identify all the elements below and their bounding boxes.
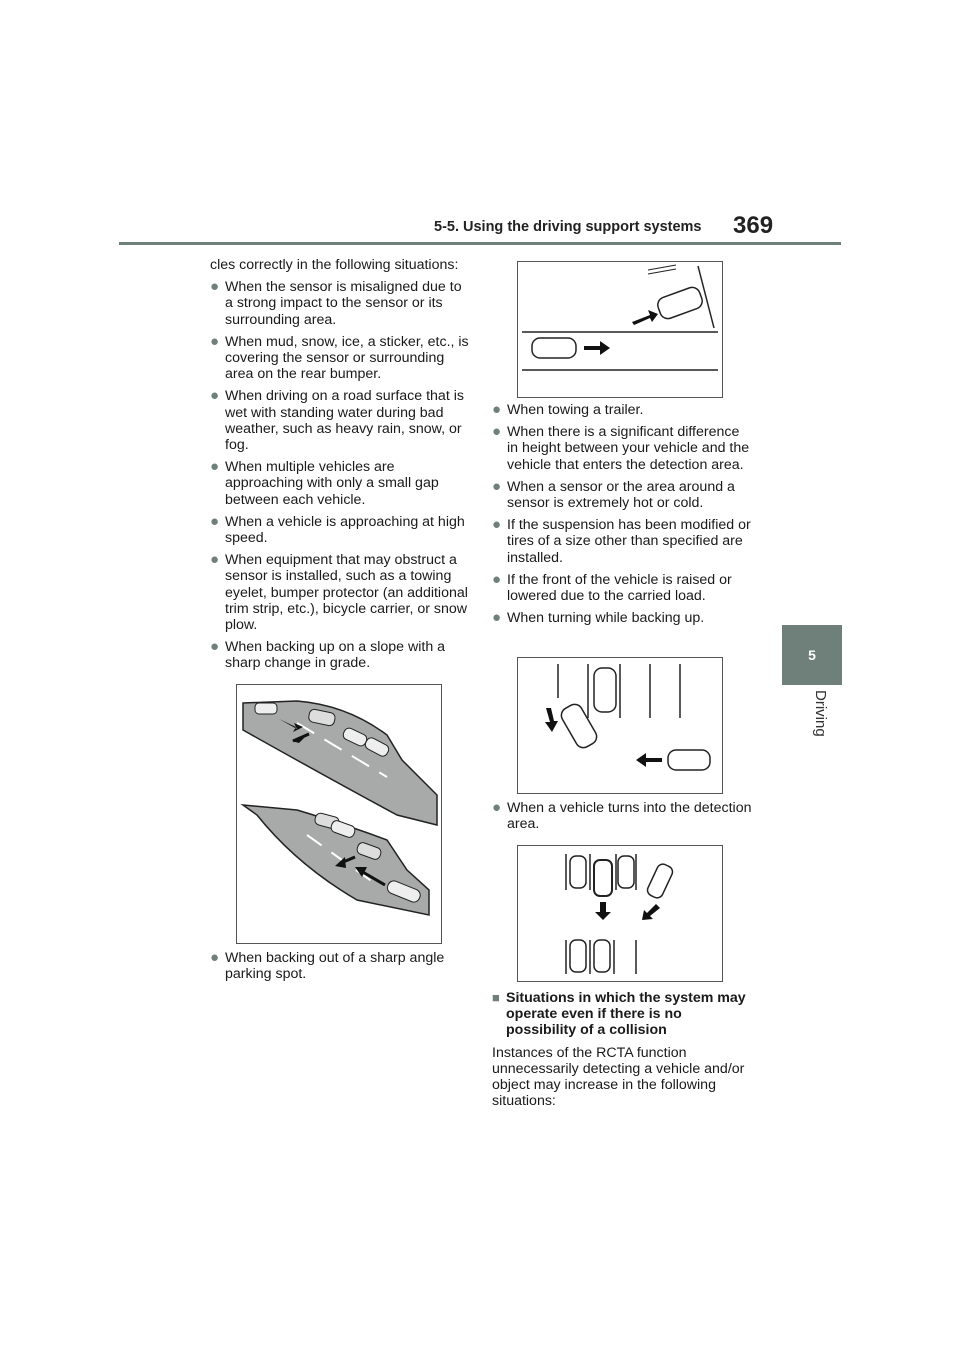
left-column [210, 257, 472, 678]
list-item: ● When turning while backing up. [492, 609, 705, 627]
angle-parking-illustration [517, 261, 723, 398]
detection-area-illustration [517, 845, 723, 982]
left-column-after-figure [210, 950, 472, 988]
angle-parking-diagram [518, 262, 722, 397]
car-icon [668, 750, 710, 770]
chapter-tab[interactable]: 5 [782, 625, 842, 685]
right-column-after-figure2 [492, 800, 754, 838]
bullet-icon: ● [210, 278, 220, 296]
car-icon [558, 701, 599, 750]
right-column-closing [492, 990, 754, 1115]
bullet-icon: ● [210, 332, 220, 350]
list-item: ● When a sensor or the area around a sensor is extremely hot or cold. [492, 477, 735, 512]
car-icon [570, 856, 586, 888]
arrow-icon [584, 341, 610, 355]
subsection-heading: ■ Situations in which the system may operate even if there is no possibility of a collision [492, 990, 746, 1039]
list-item: ● When multiple vehicles are approaching with only a small gap between each vehicle. [210, 458, 439, 508]
arrow-icon [595, 902, 611, 920]
list-item: ● When backing up on a slope with a sharp change in grade. [210, 638, 446, 672]
turning-backing-illustration [517, 657, 723, 794]
list-item: ● If the front of the vehicle is raised or lowered due to the carried load. [492, 570, 732, 605]
arrow-icon [632, 310, 658, 325]
detection-area-diagram [518, 846, 722, 981]
bullet-icon: ● [210, 512, 220, 530]
arrow-icon [636, 753, 662, 767]
list-item: ● When a vehicle turns into the detection area. [492, 799, 752, 833]
bullet-icon: ● [210, 387, 220, 405]
car-icon [255, 703, 277, 714]
section-title: 5-5. Using the driving support systems [434, 219, 702, 235]
right-column [492, 402, 754, 632]
bullet-icon: ● [210, 949, 220, 966]
arrow-icon [545, 708, 558, 732]
car-icon [532, 338, 576, 358]
bullet-icon: ● [492, 477, 502, 495]
bullet-icon: ● [492, 401, 502, 418]
chapter-label: Driving [812, 690, 829, 737]
list-item: ● When backing out of a sharp angle parking spot. [210, 949, 445, 983]
list-item: ● When driving on a road surface that is wet with standing water during bad weather, such as heavy rain, snow, or fog. [210, 387, 464, 454]
list-item: ● When mud, snow, ice, a sticker, etc., is covering the sensor or surrounding area on the rear bumper. [210, 332, 469, 383]
page-header [0, 0, 960, 250]
car-icon [594, 860, 612, 896]
car-icon [646, 862, 675, 900]
car-icon [594, 940, 610, 972]
turning-backing-diagram [518, 658, 722, 793]
bullet-icon: ● [492, 609, 502, 627]
closing-text: Instances of the RCTA function unnecessarily detecting a vehicle and/or object may increase in the following situations: [492, 1044, 745, 1110]
car-icon [656, 285, 705, 321]
bullet-icon: ● [492, 570, 502, 588]
bullet-icon: ● [210, 551, 220, 569]
header-rule [119, 242, 841, 245]
list-item: ● When the sensor is misaligned due to a strong impact to the sensor or its surrounding area. [210, 278, 462, 328]
list-item: ● If the suspension has been modified or tires of a size other than specified are installed. [492, 516, 751, 566]
car-icon [618, 856, 634, 888]
car-icon [594, 668, 616, 712]
car-icon [570, 940, 586, 972]
bullet-icon: ● [210, 458, 220, 476]
page-number: 369 [733, 212, 774, 239]
slope-illustration [236, 684, 442, 944]
arrow-icon [642, 904, 660, 920]
list-item: ● When equipment that may obstruct a sensor is installed, such as a towing eyelet, bumper protector (an additional trim strip, etc.), bicycle carrier, or snow plow. [210, 551, 468, 634]
bullet-icon: ● [210, 638, 220, 656]
square-bullet-icon: ■ [492, 990, 500, 1005]
bullet-icon: ● [492, 423, 502, 441]
list-item: ● When there is a significant difference in height between your vehicle and the vehicle that enters the detection area. [492, 423, 750, 473]
list-item: ● When a vehicle is approaching at high speed. [210, 512, 465, 547]
slope-diagram [237, 685, 441, 943]
intro-text: cles correctly in the following situations: [210, 257, 459, 273]
bullet-icon: ● [492, 799, 502, 816]
bullet-icon: ● [492, 516, 502, 534]
list-item: ● When towing a trailer. [492, 401, 644, 418]
